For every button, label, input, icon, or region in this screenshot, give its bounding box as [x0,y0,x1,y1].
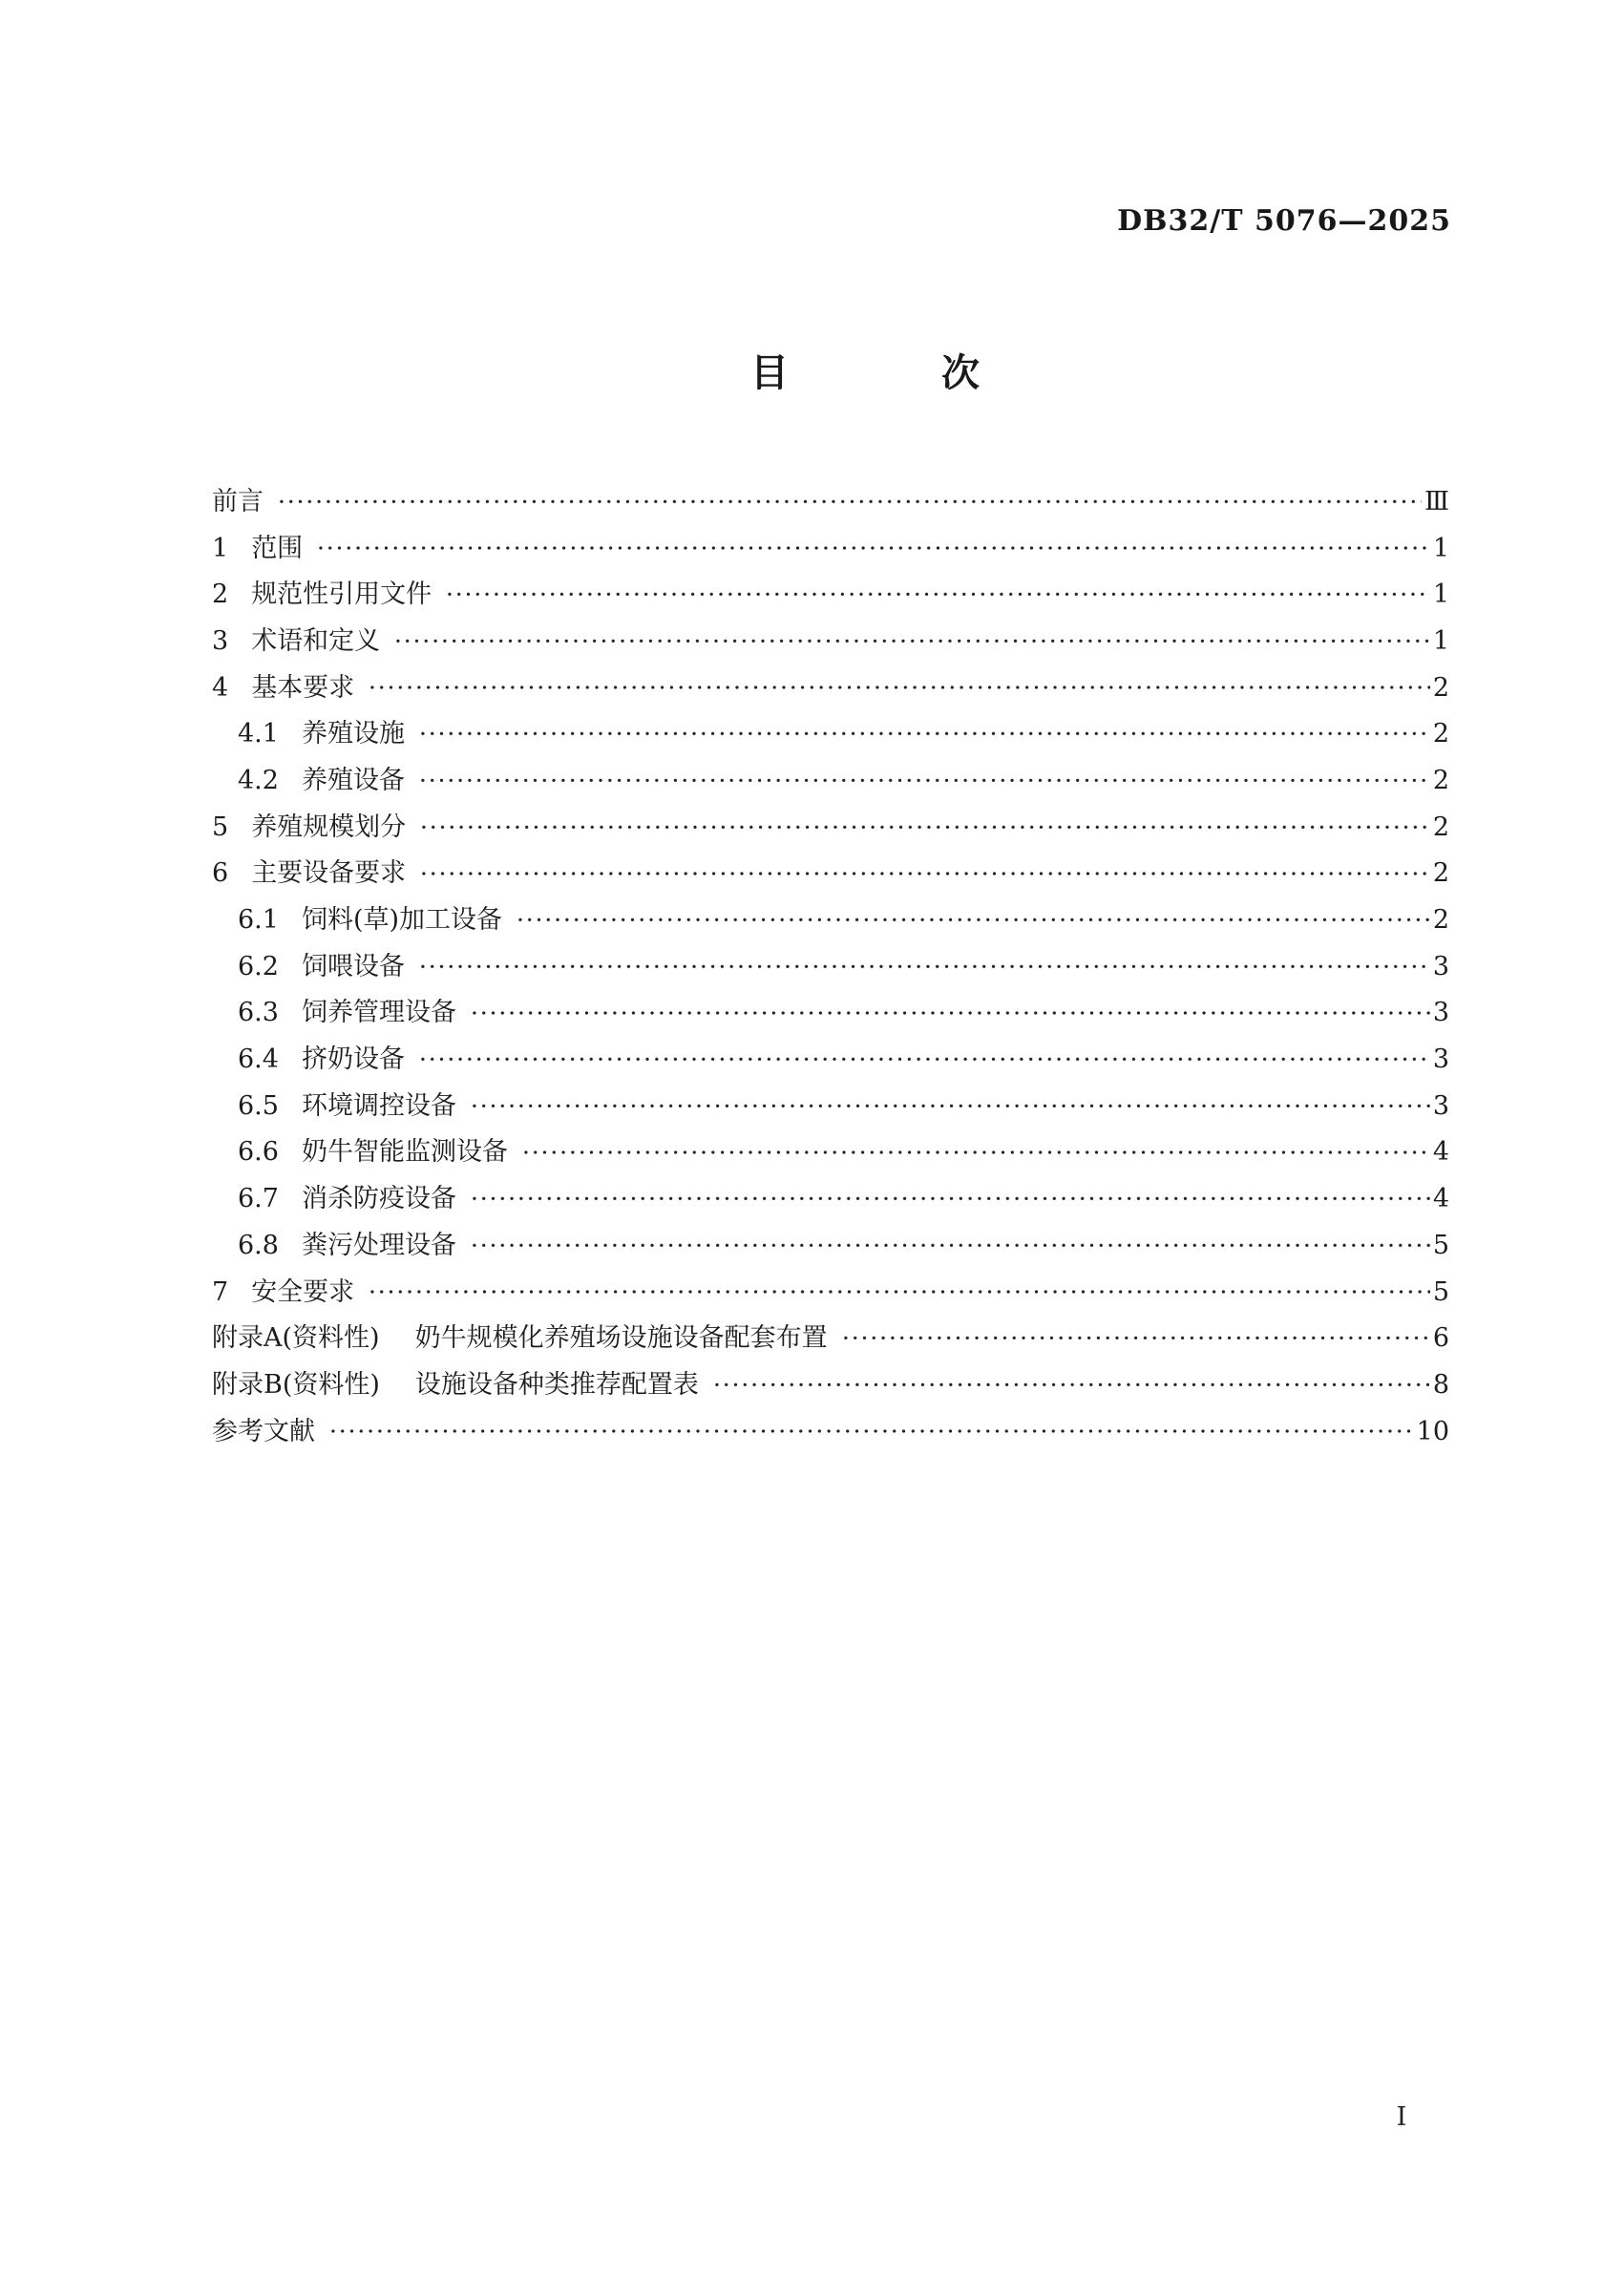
toc-entry[interactable] [212,525,1449,572]
toc-entry-label: 基本要求 [251,672,355,703]
toc-entry[interactable] [212,1408,1449,1455]
toc-entry-page: 10 [1416,1416,1449,1446]
toc-entry-label: 范围 [251,533,304,563]
dot-leader [470,1083,1430,1129]
dot-leader [418,710,1430,757]
dot-leader [418,1036,1430,1083]
toc-entry[interactable] [212,710,1449,757]
dot-leader [277,478,1422,525]
dot-leader [368,664,1430,711]
toc-entry-page: 1 [1432,533,1449,563]
dot-leader [470,990,1430,1037]
toc-entry-page: 1 [1432,580,1449,610]
toc-entry-label: 奶牛规模化养殖场设施设备配套布置 [414,1323,828,1354]
toc-entry-number: 4 [212,672,229,703]
dot-leader [516,896,1430,943]
toc-entry-page: 2 [1432,905,1449,936]
toc-entry-number: 6.1 [238,905,279,936]
toc-entry-page: 3 [1432,1090,1449,1121]
page-title: 目 次 [750,351,1037,395]
toc-entry-number: 1 [212,533,229,563]
dot-leader [712,1361,1430,1408]
toc-entry-label: 挤奶设备 [301,1044,405,1075]
dot-leader [470,1175,1430,1222]
toc-entry-number: 3 [212,625,229,656]
toc-entry[interactable] [212,943,1449,990]
toc-entry-label: 环境调控设备 [301,1090,456,1121]
toc-entry[interactable] [212,664,1449,711]
toc-entry-label: 养殖设备 [301,765,405,795]
toc-entry-page: 8 [1432,1369,1449,1400]
dot-leader [470,1222,1430,1269]
toc-entry-number: 附录A(资料性) [212,1323,380,1354]
toc-entry-label: 前言 [212,486,264,517]
toc-entry[interactable] [212,851,1449,897]
toc-entry[interactable] [212,1129,1449,1176]
toc-entry[interactable] [212,1269,1449,1316]
toc-entry-label: 饲养管理设备 [301,998,456,1028]
toc-entry-number: 2 [212,580,229,610]
toc-entry[interactable] [212,1036,1449,1083]
toc-entry-number: 6.8 [238,1230,279,1260]
toc-entry-label: 养殖设施 [301,719,405,749]
standard-code-header: DB32/T 5076—2025 [1117,204,1451,238]
toc-entry-number: 6.7 [238,1184,279,1214]
dot-leader [841,1315,1430,1361]
dot-leader [521,1129,1430,1176]
toc-entry-page: 6 [1432,1323,1449,1354]
toc-entry-page: 3 [1432,998,1449,1028]
toc-entry-label: 消杀防疫设备 [301,1184,456,1214]
toc-entry-number: 4.1 [238,719,279,749]
toc-list [212,478,1449,1454]
toc-entry-number: 6.3 [238,998,279,1028]
toc-entry-number: 6.5 [238,1090,279,1121]
toc-entry-page: 3 [1432,951,1449,981]
toc-entry[interactable] [212,1083,1449,1129]
dot-leader [418,943,1430,990]
toc-entry-label: 主要设备要求 [251,858,407,889]
dot-leader [393,618,1430,664]
dot-leader [328,1408,1414,1455]
dot-leader [419,804,1430,851]
toc-entry-page: 2 [1432,812,1449,842]
toc-entry-label: 养殖规模划分 [251,812,407,842]
toc-entry-label: 饲喂设备 [301,951,405,981]
toc-entry[interactable] [212,1175,1449,1222]
toc-entry-number: 6 [212,858,229,889]
toc-entry-number: 6.4 [238,1044,279,1075]
toc-entry[interactable] [212,757,1449,804]
toc-entry[interactable] [212,896,1449,943]
toc-entry-page: 3 [1432,1044,1449,1075]
toc-entry-page: 5 [1432,1276,1449,1307]
toc-entry-page: 2 [1432,719,1449,749]
toc-entry-label: 饲料(草)加工设备 [301,905,503,936]
toc-entry-number: 4.2 [238,765,279,795]
toc-entry-page: 4 [1432,1137,1449,1168]
dot-leader [418,757,1430,804]
toc-entry-page: 4 [1432,1184,1449,1214]
toc-entry-page: 2 [1432,672,1449,703]
toc-entry-number: 附录B(资料性) [212,1369,380,1400]
toc-entry-page: 2 [1432,858,1449,889]
toc-entry-label: 安全要求 [251,1276,355,1307]
toc-entry-label: 粪污处理设备 [301,1230,456,1260]
toc-entry[interactable] [212,618,1449,664]
toc-entry[interactable] [212,804,1449,851]
toc-entry-page: 2 [1432,765,1449,795]
toc-entry-page: 1 [1432,625,1449,656]
toc-entry-label: 奶牛智能监测设备 [301,1137,508,1168]
toc-entry[interactable] [212,1315,1449,1361]
toc-entry[interactable] [212,1361,1449,1408]
toc-entry[interactable] [212,990,1449,1037]
toc-entry-page: Ⅲ [1424,486,1449,517]
footer-page-number: Ⅰ [1396,2102,1407,2132]
toc-entry-number: 5 [212,812,229,842]
toc-entry[interactable] [212,571,1449,618]
toc-entry-label: 参考文献 [212,1416,315,1446]
toc-entry-number: 7 [212,1276,229,1307]
toc-entry-page: 5 [1432,1230,1449,1260]
dot-leader [419,851,1430,897]
toc-entry[interactable] [212,478,1449,525]
toc-entry-number: 6.6 [238,1137,279,1168]
toc-entry-number: 6.2 [238,951,279,981]
toc-entry-label: 设施设备种类推荐配置表 [414,1369,699,1400]
dot-leader [368,1269,1430,1316]
toc-entry[interactable] [212,1222,1449,1269]
dot-leader [445,571,1430,618]
toc-entry-label: 术语和定义 [251,625,381,656]
dot-leader [316,525,1430,572]
toc-entry-label: 规范性引用文件 [251,580,432,610]
